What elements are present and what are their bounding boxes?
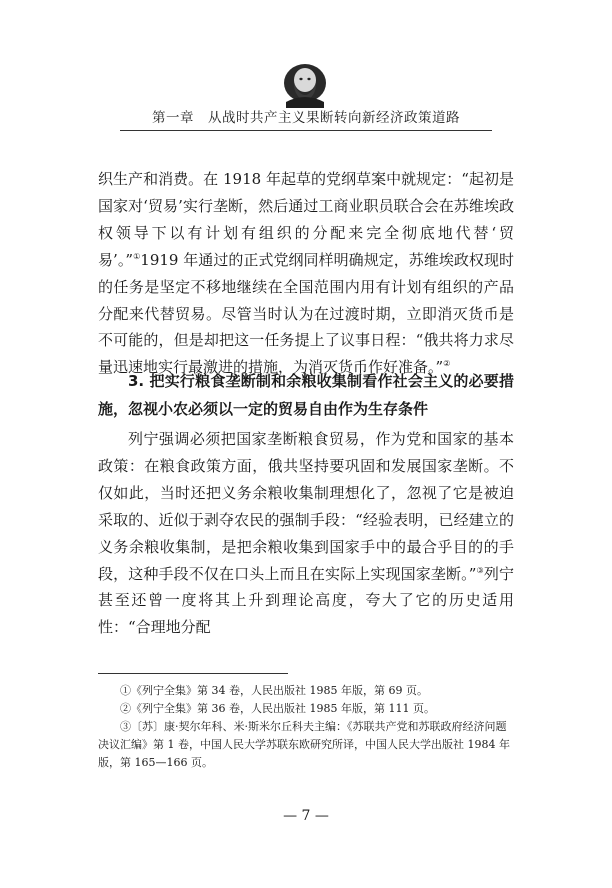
footnote-3: ③〔苏〕康·契尔年科、米·斯米尔丘科夫主编：《苏联共产党和苏联政府经济问题决议汇编》第 1 卷，中国人民大学苏联东欧研究所译，中国人民大学出版社 1984 年版，第 165—166 页。: [98, 720, 510, 769]
paragraph-1-text-b: 1919 年通过的正式党纲同样明确规定，苏维埃政权现时的任务是坚定不移地继续在全国范围内用有计划有组织的产品分配来代替贸易。尽管当时认为在过渡时期，立即消灭货币是不可能的，但是却把这一任务提上了议事日程：“俄共将力求尽量迅速地实行最激进的措施，为消灭货币作好准备。”: [98, 250, 515, 377]
footnote-rule: [98, 673, 288, 674]
footnotes: [98, 682, 514, 772]
header-rule: [120, 130, 492, 131]
footnote-1: ①《列宁全集》第 34 卷，人民出版社 1985 年版，第 69 页。: [120, 684, 428, 697]
page-number: — 7 —: [283, 808, 329, 824]
section-heading: 3. 把实行粮食垄断制和余粮收集制看作社会主义的必要措施，忽视小农必须以一定的贸易自由作为生存条件: [98, 372, 514, 418]
running-header: 第一章 从战时共产主义果断转向新经济政策道路: [152, 110, 460, 126]
footnote-ref-2: ②: [443, 359, 451, 369]
footnote-2: ②《列宁全集》第 36 卷，人民出版社 1985 年版，第 111 页。: [120, 702, 435, 715]
paragraph-2-text-a: 列宁强调必须把国家垄断粮食贸易，作为党和国家的基本政策：在粮食政策方面，俄共坚持要巩固和发展国家垄断。不仅如此，当时还把义务余粮收集制理想化了，忽视了它是被迫采取的、近似于剥夺农民的强制手段：“经验表明，已经建立的义务余粮收集制，是把余粮收集到国家手中的最合乎目的的手段，这种手段不仅在口头上而且在实际上实现国家垄断。”: [98, 430, 514, 583]
footnote-ref-3: ③: [476, 565, 484, 575]
paragraph-1: [98, 166, 514, 381]
footnote-ref-1: ①: [133, 251, 141, 261]
paragraph-2-text-b: 列宁甚至还曾一度将其上升到理论高度，夸大了它的历史适用性：“合理地分配: [98, 564, 514, 637]
paragraph-1-text-a: 织生产和消费。在 1918 年起草的党纲草案中就规定：“起初是国家对‘贸易’实行垄断，然后通过工商业职员联合会在苏维埃政权领导下以有计划有组织的分配来完全彻底地代替‘贸易’。”: [98, 170, 514, 269]
paragraph-2: [98, 426, 514, 641]
marx-portrait-icon: [280, 62, 330, 108]
